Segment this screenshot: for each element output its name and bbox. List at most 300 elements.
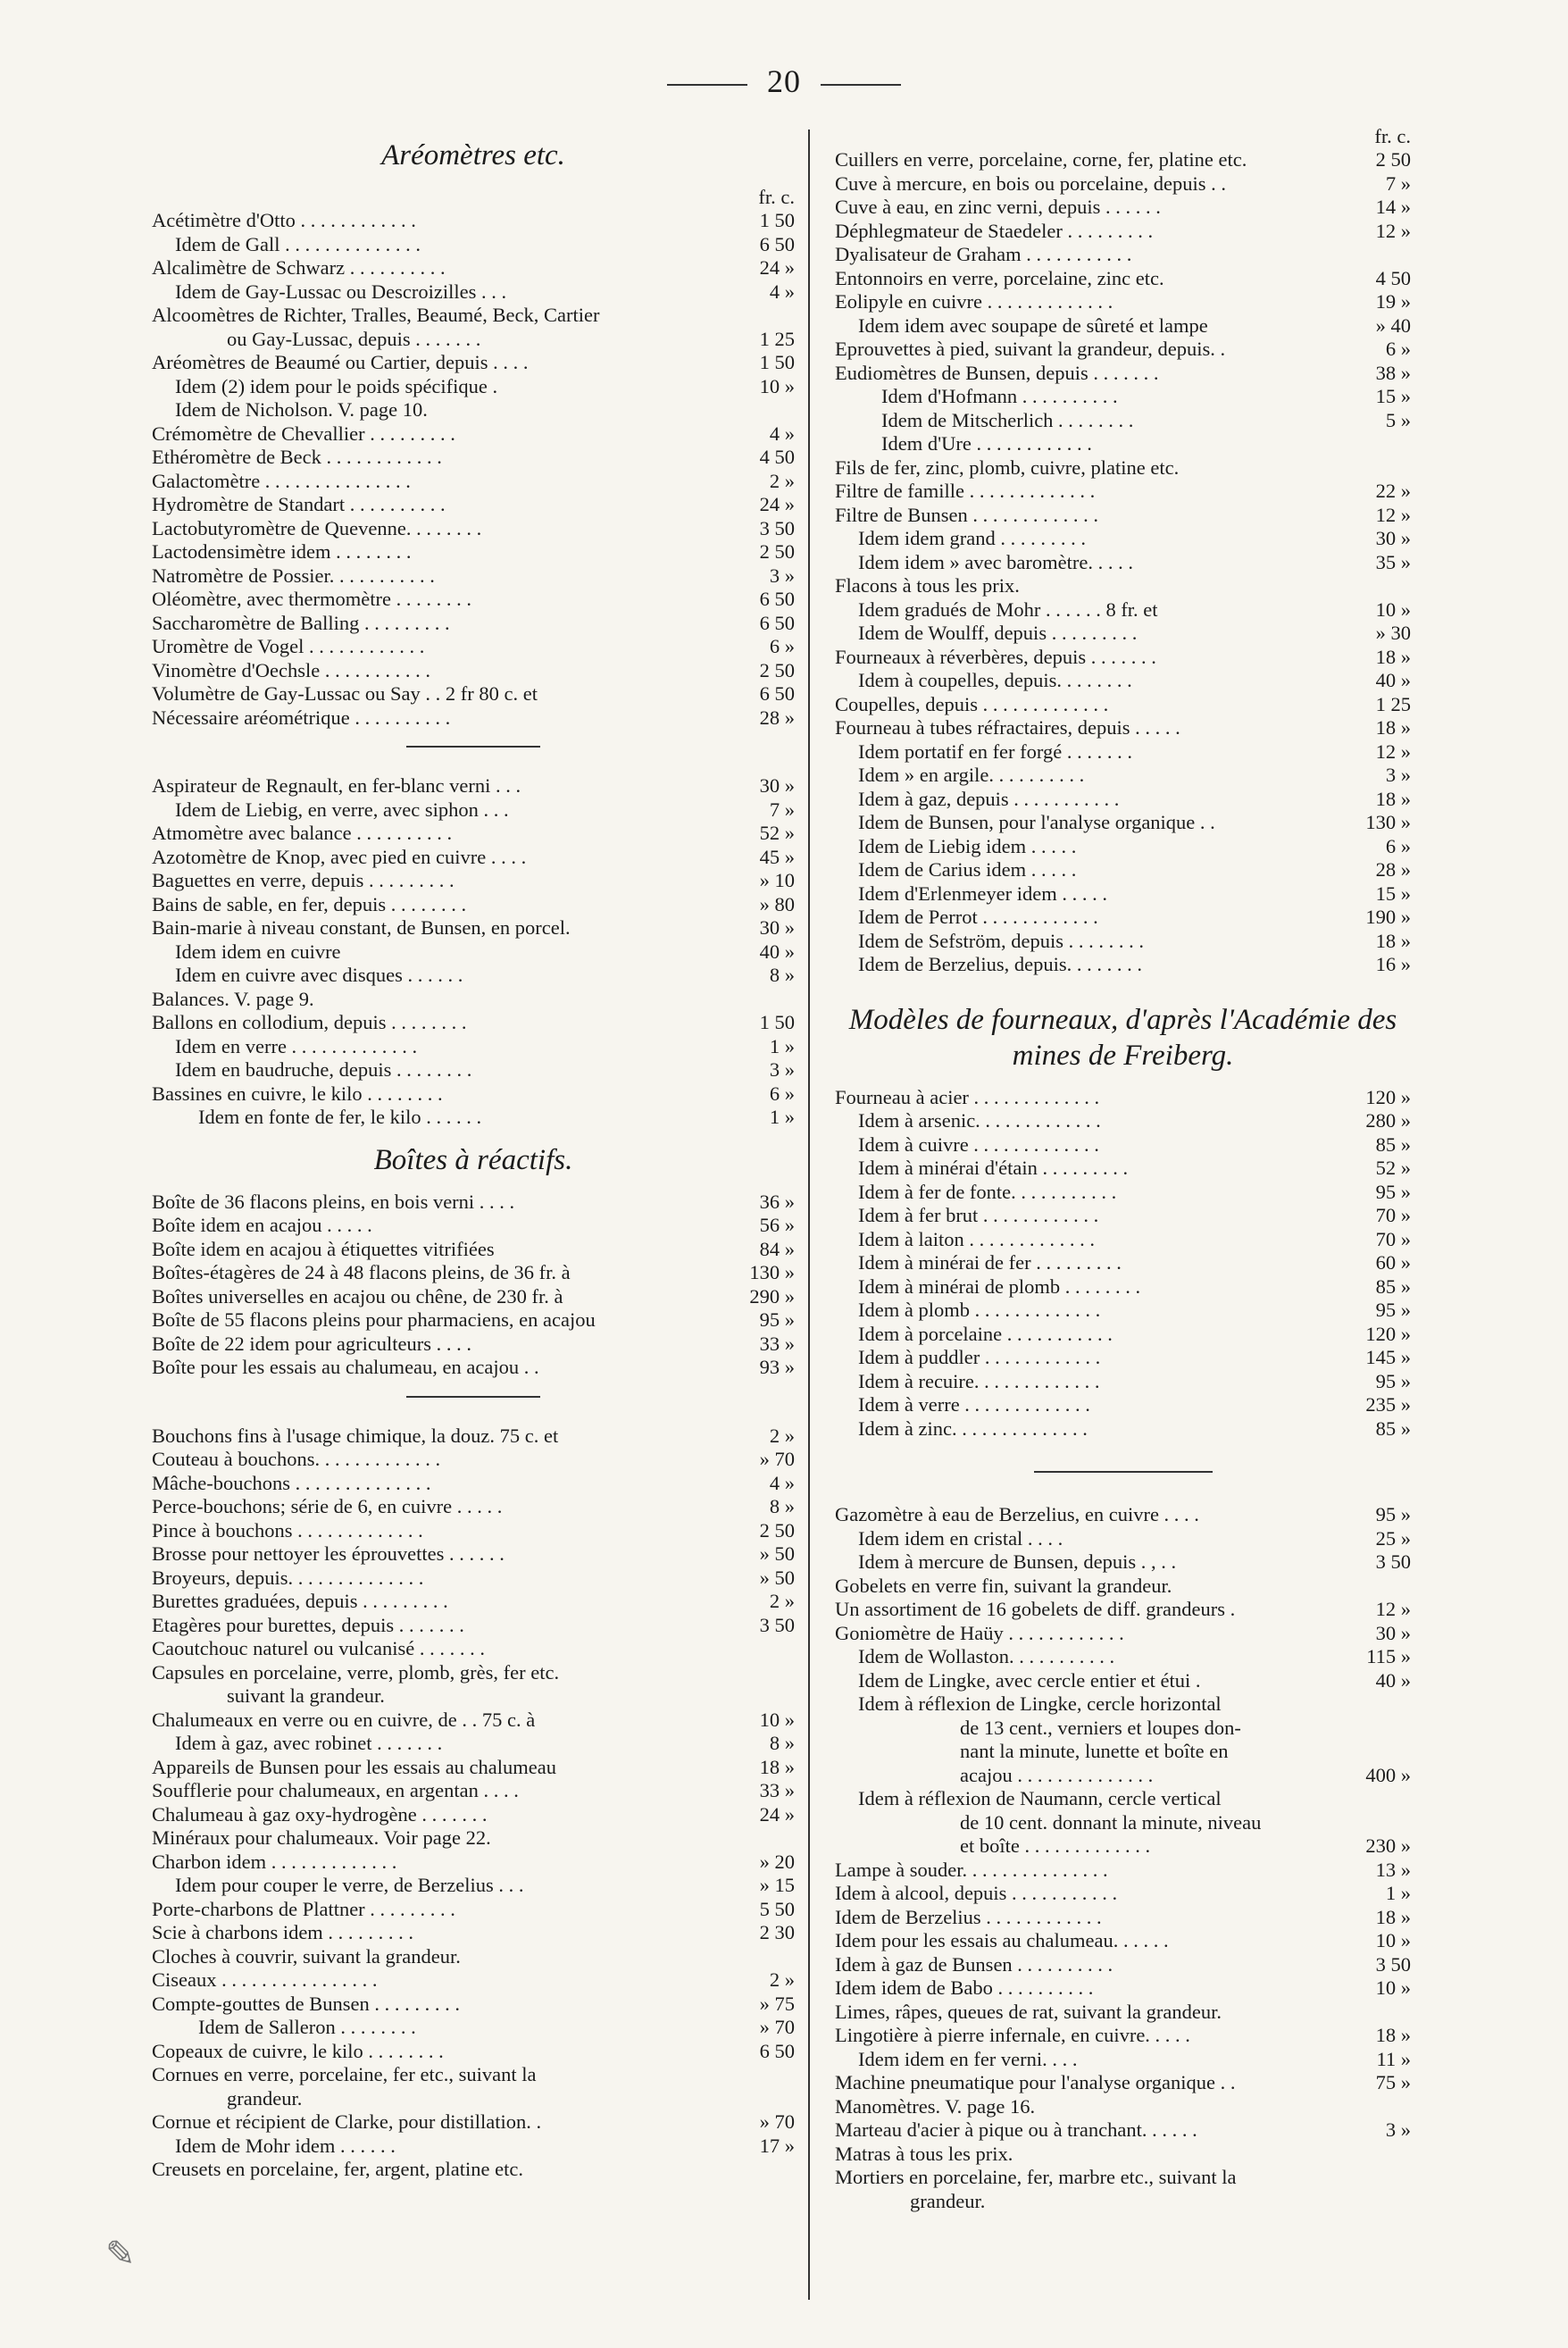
- entry-label: Idem portatif en fer forgé . . . . . . .: [858, 739, 1132, 763]
- catalog-entry: [152, 304, 795, 328]
- entry-price: 70 »: [1375, 1227, 1411, 1250]
- catalog-entry: [835, 811, 1411, 835]
- entry-label: Idem à gaz de Bunsen . . . . . . . . . .: [835, 1952, 1113, 1976]
- entry-label: Lactobutyromètre de Quevenne. . . . . . . .: [152, 516, 482, 539]
- entry-label: Charbon idem . . . . . . . . . . . . .: [152, 1850, 397, 1873]
- entry-price: 10 »: [1375, 597, 1411, 621]
- entry-label: Limes, râpes, queues de rat, suivant la grandeur.: [835, 2000, 1222, 2023]
- margin-flourish: ✎: [105, 2234, 136, 2274]
- catalog-entry: [835, 504, 1411, 528]
- catalog-entry: [835, 1157, 1411, 1181]
- entry-price: 2 50: [759, 1518, 795, 1542]
- entry-price: 95 »: [1375, 1299, 1411, 1321]
- entry-price: 38 »: [1375, 361, 1411, 384]
- entry-label: Idem idem en cuivre: [175, 940, 341, 963]
- catalog-entry: [152, 682, 795, 706]
- entry-price: 2 30: [759, 1921, 795, 1943]
- entry-label: Eudiomètres de Bunsen, depuis . . . . . . .: [835, 361, 1159, 384]
- catalog-entry: [835, 906, 1411, 930]
- catalog-entry: [152, 1779, 795, 1803]
- entry-price: 120 »: [1365, 1085, 1411, 1108]
- entry-label: Idem de Perrot . . . . . . . . . . . .: [858, 906, 1098, 928]
- catalog-entry: [152, 422, 795, 447]
- catalog-entry: [152, 916, 795, 940]
- entry-label: Idem en verre . . . . . . . . . . . . .: [175, 1034, 418, 1057]
- entry-label: Idem en fonte de fer, le kilo . . . . . .: [198, 1106, 482, 1128]
- entry-label: Idem à puddler . . . . . . . . . . . .: [858, 1346, 1101, 1368]
- entry-price: 85 »: [1375, 1416, 1411, 1440]
- entry-label: Balances. V. page 9.: [152, 987, 314, 1010]
- entry-price: 1 50: [759, 1011, 795, 1033]
- catalog-entry: [152, 1058, 795, 1082]
- entry-price: 24 »: [759, 1802, 795, 1826]
- catalog-entry: [152, 280, 795, 305]
- catalog-entry: [835, 1645, 1411, 1669]
- catalog-entry: [835, 882, 1411, 907]
- catalog-entry: [835, 385, 1411, 409]
- catalog-entry: [152, 1519, 795, 1543]
- entry-label: Idem idem en fer verni. . . .: [858, 2047, 1078, 2070]
- entry-label: Compte-gouttes de Bunsen . . . . . . . . .: [152, 1992, 460, 2015]
- entry-label: Copeaux de cuivre, le kilo . . . . . . . .: [152, 2039, 444, 2062]
- entry-price: 3 »: [769, 1058, 795, 1081]
- entry-label: Idem à gaz, avec robinet . . . . . . .: [175, 1732, 443, 1754]
- entry-label: Lingotière à pierre infernale, en cuivre. . . . .: [835, 2024, 1190, 2046]
- catalog-entry: [835, 1717, 1411, 1741]
- catalog-entry: [152, 209, 795, 233]
- entry-label: Déphlegmateur de Staedeler . . . . . . . . .: [835, 219, 1154, 242]
- entry-price: 3 50: [1375, 1952, 1411, 1976]
- catalog-entry: [835, 1929, 1411, 1953]
- catalog-entry: [152, 470, 795, 494]
- catalog-entry: [152, 1261, 795, 1285]
- entry-label: Idem pour couper le verre, de Berzelius . . .: [175, 1874, 524, 1896]
- catalog-entry: [835, 1527, 1411, 1551]
- catalog-entry: [835, 740, 1411, 765]
- entry-label: Idem à plomb . . . . . . . . . . . . .: [858, 1299, 1101, 1321]
- entry-label: Cloches à couvrir, suivant la grandeur.: [152, 1944, 461, 1968]
- entry-label: Idem à arsenic. . . . . . . . . . . . .: [858, 1109, 1101, 1132]
- entry-label: Un assortiment de 16 gobelets de diff. grandeurs .: [835, 1598, 1236, 1620]
- entry-label: Idem idem grand . . . . . . . . .: [858, 527, 1086, 549]
- entry-label: Volumètre de Gay-Lussac ou Say . . 2 fr 80 c. et: [152, 682, 538, 705]
- entry-label: Idem de Mitscherlich . . . . . . . .: [881, 408, 1134, 431]
- catalog-entry: [835, 788, 1411, 812]
- catalog-entry: [835, 551, 1411, 575]
- entry-label: Idem à minérai de fer . . . . . . . . .: [858, 1251, 1122, 1274]
- entry-label: Appareils de Bunsen pour les essais au chalumeau: [152, 1755, 556, 1778]
- entry-label: de 10 cent. donnant la minute, niveau: [960, 1810, 1262, 1834]
- catalog-entry: [835, 1181, 1411, 1205]
- catalog-entry: [835, 480, 1411, 504]
- catalog-entry: [152, 1826, 795, 1851]
- entry-price: 18 »: [1375, 716, 1411, 739]
- catalog-entry: [152, 1308, 795, 1333]
- entry-price: 12 »: [1375, 219, 1411, 242]
- entry-label: Natromètre de Possier. . . . . . . . . . .: [152, 564, 435, 587]
- entry-label: Idem de Mohr idem . . . . . .: [175, 2134, 396, 2157]
- catalog-entry: [152, 1035, 795, 1059]
- catalog-entry: [152, 635, 795, 659]
- entry-label: Cornue et récipient de Clarke, pour distillation. .: [152, 2110, 542, 2133]
- entry-label: Idem à mercure de Bunsen, depuis . , . .: [858, 1550, 1177, 1573]
- entry-label: Mortiers en porcelaine, fer, marbre etc., suivant la: [835, 2166, 1237, 2188]
- entry-price: 235 »: [1365, 1393, 1411, 1416]
- entry-label: Flacons à tous les prix.: [835, 574, 1020, 597]
- catalog-entry: [152, 351, 795, 375]
- entry-label: Idem à laiton . . . . . . . . . . . . .: [858, 1227, 1095, 1250]
- entry-label: Ethéromètre de Beck . . . . . . . . . . . .: [152, 446, 442, 468]
- catalog-entry: [835, 1764, 1411, 1788]
- catalog-entry: [835, 764, 1411, 788]
- entry-price: 2 »: [769, 1968, 795, 1991]
- catalog-entry: [835, 527, 1411, 551]
- entry-label: Idem à gaz, depuis . . . . . . . . . . .: [858, 787, 1120, 810]
- entry-price: 3 »: [1385, 2118, 1411, 2141]
- entry-price: 40 »: [1375, 669, 1411, 691]
- entry-label: Idem à coupelles, depuis. . . . . . . .: [858, 669, 1132, 691]
- entry-price: 6 »: [769, 635, 795, 657]
- catalog-entry: [152, 1732, 795, 1756]
- entry-label: Atmomètre avec balance . . . . . . . . . .: [152, 822, 453, 844]
- entry-label: Porte-charbons de Plattner . . . . . . . . .: [152, 1897, 455, 1920]
- entry-price: 130 »: [749, 1261, 795, 1283]
- entry-price: 15 »: [1375, 882, 1411, 905]
- catalog-entry: [835, 858, 1411, 882]
- entry-price: 120 »: [1365, 1322, 1411, 1345]
- entry-price: 1 »: [1385, 1882, 1411, 1904]
- entry-price: 70 »: [1375, 1204, 1411, 1226]
- catalog-entry: [152, 540, 795, 564]
- catalog-entry: [152, 846, 795, 870]
- entry-price: 1 50: [759, 351, 795, 373]
- entry-price: 1 »: [769, 1106, 795, 1128]
- catalog-entry: [152, 1590, 795, 1614]
- entry-price: 15 »: [1375, 385, 1411, 407]
- catalog-entry: [835, 930, 1411, 954]
- entry-label: Marteau d'acier à pique ou à tranchant. . . . . .: [835, 2118, 1197, 2141]
- entry-price: » 80: [759, 892, 795, 915]
- entry-label: Aspirateur de Regnault, en fer-blanc verni . . .: [152, 774, 521, 797]
- entry-price: 115 »: [1366, 1645, 1411, 1667]
- entry-label: Bain-marie à niveau constant, de Bunsen, en porcel.: [152, 916, 571, 939]
- catalog-entry: [152, 1637, 795, 1661]
- catalog-entry: [835, 1228, 1411, 1252]
- entry-label: Idem de Berzelius, depuis. . . . . . . .: [858, 953, 1143, 975]
- entry-label: Idem à fer de fonte. . . . . . . . . . .: [858, 1180, 1117, 1203]
- section-title: Boîtes à réactifs.: [373, 1143, 573, 1176]
- entry-label: Idem idem en cristal . . . .: [858, 1526, 1063, 1550]
- entry-price: 18 »: [1375, 787, 1411, 810]
- catalog-entry: [835, 267, 1411, 291]
- entry-label: et boîte . . . . . . . . . . . . .: [960, 1834, 1151, 1857]
- catalog-entry: [152, 869, 795, 893]
- catalog-entry: [835, 716, 1411, 740]
- entry-label: Cornues en verre, porcelaine, fer etc., suivant la: [152, 2063, 537, 2085]
- catalog-entry: [152, 1874, 795, 1898]
- catalog-entry: [152, 2110, 795, 2135]
- entry-price: 33 »: [759, 1779, 795, 1801]
- entry-price: 6 50: [759, 232, 795, 255]
- entry-label: ou Gay-Lussac, depuis . . . . . . .: [227, 327, 481, 350]
- catalog-entry: [835, 1598, 1411, 1622]
- entry-label: Idem de Liebig, en verre, avec siphon . . .: [175, 798, 509, 821]
- catalog-entry: [152, 1238, 795, 1262]
- entry-price: 145 »: [1365, 1346, 1411, 1368]
- entry-price: 12 »: [1375, 503, 1411, 526]
- entry-label: Idem de Sefström, depuis . . . . . . . .: [858, 929, 1144, 952]
- entry-label: Cuve à mercure, en bois ou porcelaine, depuis . .: [835, 171, 1226, 195]
- entry-label: Coupelles, depuis . . . . . . . . . . . . .: [835, 692, 1109, 715]
- catalog-entry: [835, 1251, 1411, 1275]
- catalog-entry: [835, 1575, 1411, 1599]
- catalog-entry: [835, 1692, 1411, 1717]
- entry-label: grandeur.: [227, 2086, 303, 2110]
- catalog-entry: [152, 1356, 795, 1380]
- catalog-entry: [152, 375, 795, 399]
- entry-price: 1 50: [759, 209, 795, 231]
- catalog-entry: [152, 1898, 795, 1922]
- entry-label: Perce-bouchons; série de 6, en cuivre . . . . .: [152, 1495, 503, 1517]
- entry-price: 2 50: [759, 540, 795, 563]
- entry-price: 18 »: [759, 1755, 795, 1778]
- currency-header: fr. c.: [758, 186, 795, 208]
- entry-label: Scie à charbons idem . . . . . . . . .: [152, 1921, 414, 1943]
- entry-label: Creusets en porcelaine, fer, argent, platine etc.: [152, 2158, 523, 2180]
- catalog-entry: [835, 338, 1411, 362]
- catalog-entry: [152, 517, 795, 541]
- catalog-entry: [152, 940, 795, 965]
- entry-label: Boîtes universelles en acajou ou chêne, de 230 fr. à: [152, 1284, 563, 1308]
- catalog-entry: [152, 1968, 795, 1993]
- catalog-entry: [835, 290, 1411, 314]
- entry-price: 3 »: [1385, 764, 1411, 786]
- right-column: [835, 125, 1411, 2213]
- entry-label: Machine pneumatique pour l'analyse organique . .: [835, 2071, 1236, 2093]
- entry-label: Idem de Wollaston. . . . . . . . . . .: [858, 1645, 1115, 1667]
- entry-price: 4 »: [769, 1471, 795, 1494]
- catalog-entry: [152, 1191, 795, 1215]
- entry-label: nant la minute, lunette et boîte en: [960, 1740, 1229, 1762]
- entry-label: Azotomètre de Knop, avec pied en cuivre . . . .: [152, 845, 527, 868]
- entry-label: Idem à zinc. . . . . . . . . . . . . .: [858, 1416, 1088, 1440]
- entry-label: Nécessaire aréométrique . . . . . . . . . .: [152, 706, 451, 729]
- entry-label: Pince à bouchons . . . . . . . . . . . . .: [152, 1518, 423, 1542]
- catalog-entry: [152, 1993, 795, 2017]
- entry-price: » 40: [1375, 313, 1411, 337]
- column-divider: [808, 130, 810, 2300]
- entry-label: suivant la grandeur.: [227, 1684, 385, 1707]
- entry-price: 10 »: [759, 374, 795, 397]
- page-number: 20: [767, 63, 801, 99]
- entry-label: Chalumeaux en verre ou en cuivre, de . . 75 c. à: [152, 1708, 536, 1731]
- entry-price: » 15: [759, 1874, 795, 1896]
- entry-price: 36 »: [759, 1190, 795, 1213]
- entry-price: » 50: [759, 1566, 795, 1589]
- catalog-entry: [152, 988, 795, 1012]
- catalog-entry: [152, 2016, 795, 2040]
- entry-price: 280 »: [1365, 1109, 1411, 1132]
- catalog-entry: [152, 1567, 795, 1591]
- entry-price: 18 »: [1375, 2024, 1411, 2046]
- catalog-entry: [835, 196, 1411, 220]
- entry-price: 14 »: [1375, 196, 1411, 218]
- catalog-entry: [835, 1953, 1411, 1977]
- entry-price: 3 50: [759, 1613, 795, 1636]
- catalog-entry: [152, 2158, 795, 2182]
- catalog-entry: [152, 1011, 795, 1035]
- catalog-entry: [152, 398, 795, 422]
- entry-label: Eolipyle en cuivre . . . . . . . . . . . . .: [835, 290, 1113, 313]
- entry-label: Idem à réflexion de Lingke, cercle horizontal: [858, 1692, 1222, 1715]
- entry-price: 6 50: [759, 611, 795, 634]
- entry-price: 25 »: [1375, 1526, 1411, 1550]
- entry-label: Idem de Gall . . . . . . . . . . . . . .: [175, 232, 421, 255]
- entry-price: 130 »: [1365, 811, 1411, 833]
- entry-price: 6 »: [769, 1082, 795, 1105]
- entry-label: Idem de Woulff, depuis . . . . . . . . .: [858, 622, 1138, 644]
- catalog-entry: [152, 1709, 795, 1733]
- entry-label: Idem d'Hofmann . . . . . . . . . .: [881, 385, 1118, 407]
- catalog-entry: [152, 1803, 795, 1827]
- entry-label: Fils de fer, zinc, plomb, cuivre, platine etc.: [835, 455, 1180, 479]
- entry-price: 95 »: [1375, 1180, 1411, 1203]
- entry-label: Idem d'Erlenmeyer idem . . . . .: [858, 882, 1107, 905]
- catalog-entry: [152, 1542, 795, 1567]
- catalog-entry: [152, 706, 795, 731]
- entry-label: Gazomètre à eau de Berzelius, en cuivre . . . .: [835, 1503, 1199, 1525]
- entry-label: Filtre de Bunsen . . . . . . . . . . . . .: [835, 503, 1098, 526]
- entry-label: Idem à cuivre . . . . . . . . . . . . .: [858, 1132, 1099, 1156]
- catalog-entry: [835, 2001, 1411, 2025]
- entry-price: 7 »: [769, 798, 795, 821]
- entry-label: Idem en cuivre avec disques . . . . . .: [175, 964, 463, 986]
- catalog-entry: [835, 2190, 1411, 2214]
- catalog-entry: [835, 598, 1411, 623]
- entry-label: Crémomètre de Chevallier . . . . . . . . .: [152, 422, 455, 445]
- entry-price: 400 »: [1365, 1763, 1411, 1786]
- entry-price: 6 50: [759, 588, 795, 610]
- catalog-entry: [152, 1448, 795, 1472]
- entry-price: 10 »: [759, 1708, 795, 1731]
- entry-price: 4 50: [1375, 266, 1411, 289]
- catalog-entry: [152, 328, 795, 352]
- header-rule-right: [821, 84, 901, 86]
- entry-label: Idem de Salleron . . . . . . . .: [198, 2016, 416, 2038]
- catalog-entry: [835, 1086, 1411, 1110]
- catalog-entry: [835, 1622, 1411, 1646]
- entry-price: 290 »: [749, 1284, 795, 1308]
- entry-label: Chalumeau à gaz oxy-hydrogène . . . . . . .: [152, 1802, 488, 1826]
- entry-price: 6 »: [1385, 834, 1411, 857]
- catalog-entry: [835, 2071, 1411, 2095]
- catalog-entry: [835, 409, 1411, 433]
- catalog-entry: [835, 456, 1411, 480]
- entry-price: » 50: [759, 1542, 795, 1565]
- entry-label: Galactomètre . . . . . . . . . . . . . . .: [152, 469, 411, 492]
- entry-price: 28 »: [759, 706, 795, 729]
- entry-label: Idem d'Ure . . . . . . . . . . . .: [881, 432, 1092, 455]
- catalog-entry: [152, 1106, 795, 1130]
- entry-label: Idem de Lingke, avec cercle entier et étui .: [858, 1668, 1201, 1692]
- entry-label: Idem de Bunsen, pour l'analyse organique . .: [858, 811, 1215, 833]
- entry-price: 10 »: [1375, 1929, 1411, 1951]
- entry-price: » 70: [759, 1448, 795, 1470]
- entry-price: 13 »: [1375, 1858, 1411, 1881]
- entry-price: 60 »: [1375, 1251, 1411, 1274]
- entry-label: Gobelets en verre fin, suivant la grandeur.: [835, 1574, 1172, 1597]
- catalog-entry: [835, 1669, 1411, 1693]
- entry-label: Aréomètres de Beaumé ou Cartier, depuis . . . .: [152, 351, 529, 373]
- entry-label: Boîte de 22 idem pour agriculteurs . . . .: [152, 1332, 472, 1355]
- section-separator: [406, 746, 540, 748]
- entry-label: Boîte idem en acajou . . . . .: [152, 1214, 372, 1236]
- entry-price: 18 »: [1375, 1905, 1411, 1928]
- entry-label: Alcalimètre de Schwarz . . . . . . . . . .: [152, 256, 446, 279]
- catalog-entry: [835, 574, 1411, 598]
- catalog-entry: [152, 446, 795, 470]
- entry-label: Boîte pour les essais au chalumeau, en acajou . .: [152, 1356, 539, 1378]
- catalog-entry: [835, 1370, 1411, 1394]
- entry-price: 33 »: [759, 1332, 795, 1355]
- catalog-entry: [835, 172, 1411, 196]
- catalog-entry: [152, 1684, 795, 1709]
- entry-price: 12 »: [1375, 739, 1411, 763]
- catalog-entry: [152, 588, 795, 612]
- entry-price: 40 »: [759, 940, 795, 963]
- catalog-entry: [152, 493, 795, 517]
- entry-label: Hydromètre de Standart . . . . . . . . . .: [152, 493, 446, 515]
- entry-price: » 70: [759, 2110, 795, 2133]
- entry-label: Vinomètre d'Oechsle . . . . . . . . . . .: [152, 658, 431, 681]
- entry-price: 30 »: [759, 916, 795, 939]
- catalog-entry: [152, 659, 795, 683]
- entry-label: grandeur.: [910, 2189, 986, 2212]
- catalog-entry: [835, 1834, 1411, 1859]
- catalog-entry: [835, 2143, 1411, 2167]
- entry-price: 95 »: [1375, 1369, 1411, 1392]
- entry-price: 30 »: [1375, 1621, 1411, 1644]
- entry-label: Burettes graduées, depuis . . . . . . . . .: [152, 1590, 448, 1612]
- entry-label: Idem idem » avec baromètre. . . . .: [858, 550, 1134, 573]
- section-separator: [1034, 1471, 1213, 1473]
- entry-label: Acétimètre d'Otto . . . . . . . . . . . .: [152, 209, 416, 231]
- entry-price: 75 »: [1375, 2071, 1411, 2093]
- catalog-entry: [152, 774, 795, 798]
- entry-price: 56 »: [759, 1214, 795, 1236]
- entry-label: Entonnoirs en verre, porcelaine, zinc etc.: [835, 266, 1164, 289]
- entry-price: 30 »: [759, 774, 795, 797]
- entry-price: 2 50: [759, 658, 795, 681]
- entry-label: Fourneaux à réverbères, depuis . . . . . . .: [835, 645, 1156, 668]
- catalog-entry: [152, 1921, 795, 1945]
- entry-label: Saccharomètre de Balling . . . . . . . . .: [152, 611, 450, 634]
- catalog-entry: [152, 798, 795, 823]
- left-column: [152, 125, 795, 2182]
- entry-price: 4 50: [759, 446, 795, 468]
- entry-label: Idem idem avec soupape de sûreté et lampe: [858, 313, 1208, 337]
- entry-label: Lactodensimètre idem . . . . . . . .: [152, 540, 412, 563]
- section-title: Aréomètres etc.: [381, 139, 565, 171]
- entry-label: Lampe à souder. . . . . . . . . . . . . . .: [835, 1858, 1108, 1881]
- catalog-entry: [152, 1425, 795, 1449]
- entry-label: Idem à réflexion de Naumann, cercle vertical: [858, 1787, 1222, 1809]
- entry-label: Baguettes en verre, depuis . . . . . . . . .: [152, 869, 455, 891]
- catalog-entry: [835, 1976, 1411, 2001]
- entry-label: Couteau à bouchons. . . . . . . . . . . . .: [152, 1448, 441, 1470]
- entry-price: 3 50: [1375, 1550, 1411, 1573]
- entry-label: Caoutchouc naturel ou vulcanisé . . . . . . .: [152, 1637, 486, 1659]
